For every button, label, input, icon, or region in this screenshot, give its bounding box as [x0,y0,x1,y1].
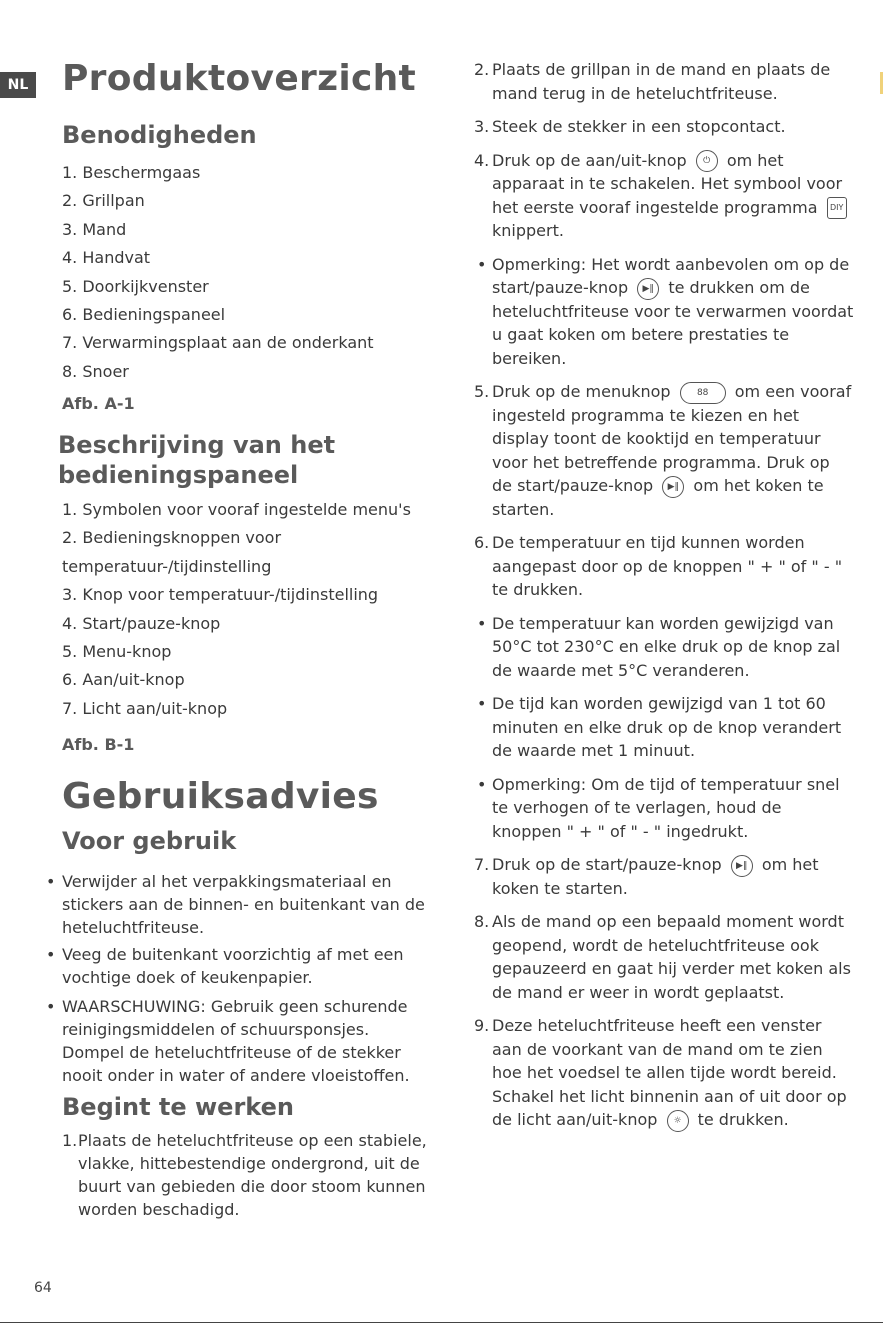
bullet-dot: • [46,997,56,1016]
step-text: Druk op de start/pauze-knop [492,855,722,874]
bullet-text: Verwijder al het verpakkingsmateriaal en stickers aan de binnen- en buitenkant van de heteluchtfriteuse. [62,872,425,937]
benodigheden-list [62,159,374,386]
step-text: Als de mand op een bepaald moment wordt geopend, wordt de heteluchtfriteuse ook gepauzeerd en gaat hij verder met koken als de mand er weer in wordt geplaatst. [492,912,851,1002]
page-title: Produktoverzicht [62,58,417,99]
step-2 [474,58,854,105]
note-text: te drukken om de heteluchtfriteuse voor te verwarmen voordat u gaat koken om betere prestaties te bereiken. [492,278,854,368]
step-text: te drukken. [697,1110,789,1129]
bullet-text: De tijd kan worden gewijzigd van 1 tot 60 minuten en elke druk op de knop verandert de waarde met 1 minuut. [492,694,842,760]
step-text: Druk op de aan/uit-knop [492,150,687,170]
section-beschrijving [58,430,335,490]
step-5 [474,380,854,521]
bullet-dot: • [477,694,487,713]
list-item: 6. Bedieningspaneel [62,304,226,324]
language-badge: NL [0,72,36,98]
bullet-dot: • [477,254,487,274]
bullet-text: De temperatuur kan worden gewijzigd van 50°C tot 230°C en elke druk op de knop zal de waarde met 5°C veranderen. [492,613,841,680]
step-4 [474,149,854,243]
beschrijving-list [62,496,411,723]
step-7 [474,853,854,900]
note-1 [474,253,854,371]
section-begint-te-werken: Begint te werken [62,1093,294,1121]
bullet-text: Opmerking: Om de tijd of temperatuur snel te verhogen of te verlagen, houd de knoppen " + " of " - " ingedrukt. [492,774,840,841]
bullet-temperature [474,612,854,683]
bullet-text: Veeg de buitenkant voorzichtig af met een vochtige doek of keukenpapier. [62,945,404,987]
step-number: 2. [474,60,490,79]
note-text: Opmerking: Het wordt aanbevolen om op de start/pauze-knop [492,254,850,297]
menu-icon: 88 [680,382,726,404]
step-text: Druk op de menuknop [492,382,671,401]
step-1 [44,1129,444,1221]
play-pause-icon: ▶‖ [731,855,753,877]
section-voor-gebruik: Voor gebruik [62,827,237,855]
list-item: 7. Licht aan/uit-knop [62,698,228,718]
step-text: Deze heteluchtfriteuse heeft een venster aan de voorkant van de mand om te zien hoe het voedsel te allen tijde wordt bereid. Schakel het licht binnenin aan of uit door op de licht aan/uit-knop [492,1016,847,1129]
footer-divider [0,1322,883,1323]
step-number: 8. [474,912,490,931]
list-item: 6. Aan/uit-knop [62,670,185,690]
step-number: 4. [474,150,490,170]
step-number: 9. [474,1016,490,1035]
list-item: 5. Doorkijkvenster [62,276,209,296]
list-item: 7. Verwarmingsplaat aan de onderkant [62,333,374,353]
right-column [474,58,854,1142]
step-number: 5. [474,382,490,401]
diy-icon: DIY [827,197,847,219]
list-item: 3. Mand [62,219,127,239]
step-3 [474,115,854,139]
gebruiksadvies-title: Gebruiksadvies [62,776,379,817]
list-item: 2. Grillpan [62,191,145,211]
bullet-dot: • [477,774,487,794]
list-item: 1. Symbolen voor vooraf ingestelde menu's [62,500,411,519]
list-item: 1. Beschermgaas [62,163,201,182]
light-icon: ☼ [667,1110,689,1132]
step-text: om het koken te starten. [492,855,819,898]
power-icon: ⏻ [696,150,718,172]
step-number: 1. [62,1131,78,1150]
step-text: Plaats de heteluchtfriteuse op een stabiele, vlakke, hittebestendige ondergrond, uit de buurt van gebieden die door stoom kunnen worden beschadigd. [78,1131,427,1219]
figure-label-a1: Afb. A-1 [62,394,135,413]
step-number: 3. [474,117,490,136]
step-text: om het koken te starten. [492,476,824,519]
heading-line: Beschrijving van het [58,431,336,459]
list-item: 5. Menu-knop [62,641,172,661]
step-8 [474,910,854,1004]
list-item: 8. Snoer [62,361,129,381]
step-9 [474,1014,854,1132]
bullet-item [36,943,436,989]
step-text: knippert. [492,221,564,240]
step-text: Plaats de grillpan in de mand en plaats de mand terug in de heteluchtfriteuse. [492,60,831,103]
figure-label-b1: Afb. B-1 [62,735,135,754]
list-item: 4. Handvat [62,248,151,268]
list-item: 3. Knop voor temperatuur-/tijdinstelling [62,585,379,605]
page-number: 64 [34,1280,52,1296]
step-text: om een vooraf ingesteld programma te kiezen en het display toont de kooktijd en temperatuur voor het betreffende programma. Druk op de start/pauze-knop [492,382,852,495]
bullet-dot: • [477,613,487,633]
play-pause-icon: ▶‖ [662,476,684,498]
step-number: 7. [474,855,490,874]
heading-line: bedieningspaneel [58,461,299,489]
step-text: Steek de stekker in een stopcontact. [492,117,786,136]
bullet-item [36,870,436,939]
list-item: 4. Start/pauze-knop [62,613,221,633]
bullet-note-hold [474,773,854,844]
play-pause-icon: ▶‖ [637,278,659,300]
section-benodigheden: Benodigheden [62,121,257,149]
step-text: De temperatuur en tijd kunnen worden aangepast door op de knoppen " + " of " - " te drukken. [492,533,843,599]
bullet-item [36,995,436,1087]
step-number: 6. [474,533,490,552]
bullet-dot: • [46,872,56,891]
step-6 [474,531,854,602]
bullet-time [474,692,854,763]
step-text: om het apparaat in te schakelen. Het symbool voor het eerste vooraf ingestelde programma [492,150,843,217]
list-item: 2. Bedieningsknoppen voor [62,528,282,548]
list-item: temperatuur-/tijdinstelling [62,556,272,576]
bullet-dot: • [46,945,56,964]
bullet-text: WAARSCHUWING: Gebruik geen schurende reinigingsmiddelen of schuursponsjes. Dompel de heteluchtfriteuse of de stekker nooit onder in water of andere vloeistoffen. [62,997,410,1085]
